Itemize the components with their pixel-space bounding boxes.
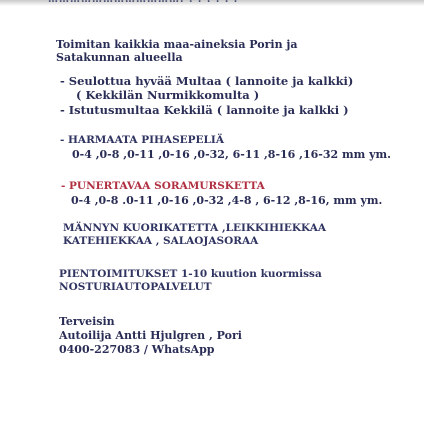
- intro-line-1: Toimitan kaikkia maa-aineksia Porin ja: [56, 38, 298, 51]
- multaa-line-2: ( Kekkilän Nurmikkomulta ): [76, 88, 260, 102]
- signature-name: Autoilija Antti Hjulgren , Pori: [59, 329, 242, 342]
- signature-phone: 0400-227083 / WhatsApp: [59, 343, 215, 356]
- pientoimitukset-line-1: PIENTOIMITUKSET 1-10 kuution kuormissa: [59, 268, 322, 280]
- top-cropped-text: [48, 0, 238, 5]
- multaa-line-1: - Seulottua hyvää Multaa ( lannoite ja kalkki): [60, 74, 354, 88]
- punertavaa-title: - PUNERTAVAA SORAMURSKETTA: [61, 180, 265, 192]
- mannyn-line-1: MÄNNYN KUORIKATETTA ,LEIKKIHIEKKAA: [63, 222, 327, 234]
- intro-line-2: Satakunnan alueella: [56, 51, 183, 64]
- signature-greeting: Terveisin: [59, 315, 115, 328]
- punertavaa-sizes: 0-4 ,0-8 .0-11 ,0-16 ,0-32 ,4-8 , 6-12 ,8-16, mm ym.: [71, 194, 383, 207]
- multaa-line-3: - Istutusmultaa Kekkilä ( lannoite ja kalkki ): [60, 103, 349, 117]
- harmaata-sizes: 0-4 ,0-8 ,0-11 ,0-16 ,0-32, 6-11 ,8-16 ,16-32 mm ym.: [72, 148, 391, 161]
- pientoimitukset-line-2: NOSTURIAUTOPALVELUT: [59, 281, 212, 293]
- mannyn-line-2: KATEHIEKKAA , SALAOJASORAA: [63, 235, 259, 247]
- harmaata-title: - HARMAATA PIHASEPELIÄ: [60, 134, 224, 146]
